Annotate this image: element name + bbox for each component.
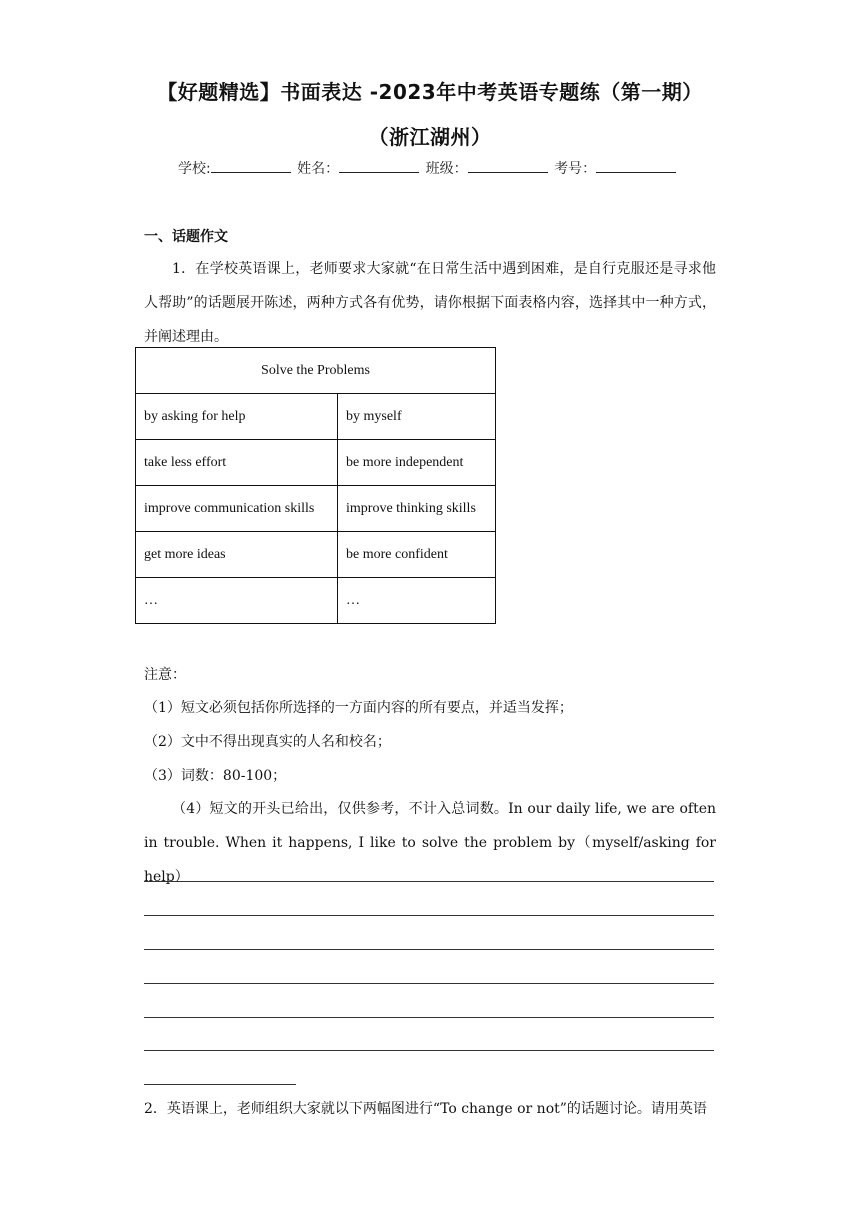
table-cell: improve thinking skills — [338, 486, 496, 532]
table-cell: get more ideas — [136, 532, 338, 578]
page-subtitle: （浙江湖州） — [368, 125, 492, 149]
page-title: 【好题精选】书面表达 -2023年中考英语专题练（第一期） — [157, 80, 703, 104]
table-cell: be more independent — [338, 440, 496, 486]
table-cell: take less effort — [136, 440, 338, 486]
table-cell: by myself — [338, 394, 496, 440]
table-cell: … — [338, 578, 496, 624]
school-blank[interactable] — [211, 158, 291, 173]
table-row — [136, 440, 496, 486]
exam-number-blank[interactable] — [596, 158, 676, 173]
table-row — [136, 578, 496, 624]
table-header: Solve the Problems — [136, 348, 496, 394]
class-label: 班级： — [425, 161, 468, 177]
school-label: 学校: — [178, 161, 211, 177]
note-item: （3）词数：80-100； — [144, 768, 287, 784]
table-cell: improve communication skills — [136, 486, 338, 532]
class-blank[interactable] — [468, 158, 548, 173]
table-cell: be more confident — [338, 532, 496, 578]
student-info-line — [178, 158, 678, 178]
note-item: （1）短文必须包括你所选择的一方面内容的所有要点，并适当发挥； — [144, 700, 573, 716]
table-row — [136, 486, 496, 532]
table-row — [136, 532, 496, 578]
note-item: （2）文中不得出现真实的人名和校名； — [144, 734, 391, 750]
answer-line[interactable] — [144, 915, 714, 916]
notes-heading: 注意： — [144, 667, 186, 683]
question-2-prompt: 2．英语课上，老师组织大家就以下两幅图进行“To change or not”的话题讨论。请用英语 — [144, 1101, 707, 1117]
answer-line[interactable] — [144, 983, 714, 984]
table-row — [136, 394, 496, 440]
problem-solving-table — [135, 347, 496, 624]
section-heading: 一、话题作文 — [144, 229, 228, 245]
answer-line[interactable] — [144, 1084, 296, 1085]
answer-line[interactable] — [144, 1017, 714, 1018]
table-header-row — [136, 348, 496, 394]
table-cell: by asking for help — [136, 394, 338, 440]
name-label: 姓名： — [297, 161, 340, 177]
exam-number-label: 考号： — [554, 161, 597, 177]
answer-line[interactable] — [144, 1050, 714, 1051]
question-1-prompt: 1．在学校英语课上，老师要求大家就“在日常生活中遇到困难，是自行克服还是寻求他人帮助”的话题展开陈述，两种方式各有优势，请你根据下面表格内容，选择其中一种方式，并阐述理由。 — [144, 261, 716, 345]
answer-line[interactable] — [144, 949, 714, 950]
note-item: （4）短文的开头已给出，仅供参考，不计入总词数。In our daily life, we are often in trouble. When it happens, I like to solve the problem by（myself/asking for help） — [144, 801, 716, 885]
answer-line[interactable] — [144, 881, 714, 882]
table-cell: … — [136, 578, 338, 624]
name-blank[interactable] — [339, 158, 419, 173]
